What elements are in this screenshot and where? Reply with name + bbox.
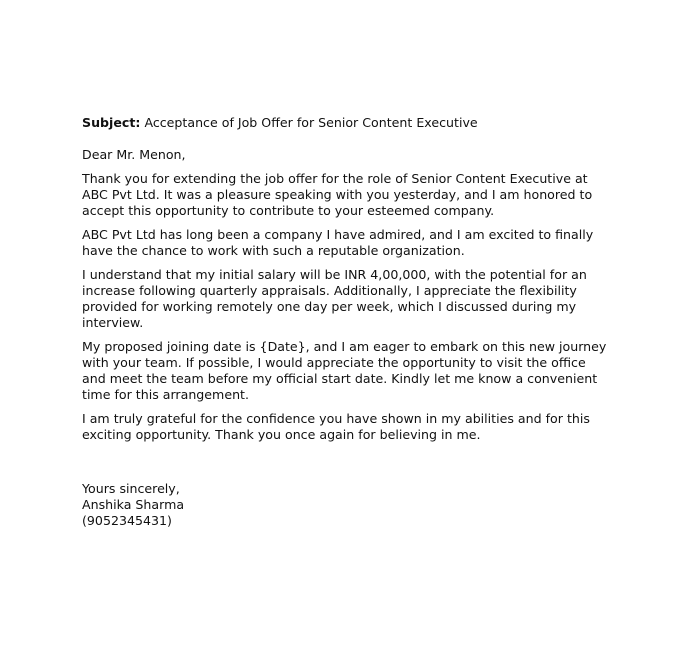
signature-block [82, 481, 642, 529]
sender-name: Anshika Sharma [82, 497, 185, 512]
salutation: Dear Mr. Menon, [82, 147, 186, 162]
paragraph-joining-date: My proposed joining date is {Date}, and I am eager to embark on this new journey with your team. If possible, I would appreciate the opportunity to visit the office and meet the team before my official start date. Kindly let me know a convenient time for this arrangement. [82, 339, 607, 402]
paragraph-salary-terms: I understand that my initial salary will be INR 4,00,000, with the potential for an increase following quarterly appraisals. Additionally, I appreciate the flexibility provided for working remotely one day per week, which I discussed during my interview. [82, 267, 587, 330]
paragraph-offer-thanks: Thank you for extending the job offer for the role of Senior Content Executive at ABC Pvt Ltd. It was a pleasure speaking with you yesterday, and I am honored to accept this opportunity to contribute to your esteemed company. [82, 171, 593, 218]
letter-body [82, 115, 642, 529]
paragraph-gratitude: I am truly grateful for the confidence you have shown in my abilities and for this exciting opportunity. Thank you once again for believing in me. [82, 411, 590, 442]
paragraph-company-admiration: ABC Pvt Ltd has long been a company I have admired, and I am excited to finally have the chance to work with such a reputable organization. [82, 227, 594, 258]
sender-phone: (9052345431) [82, 513, 172, 528]
subject-line [82, 115, 642, 131]
closing-phrase: Yours sincerely, [82, 481, 180, 496]
subject-text: Acceptance of Job Offer for Senior Content Executive [140, 115, 478, 130]
subject-label: Subject: [82, 115, 141, 130]
